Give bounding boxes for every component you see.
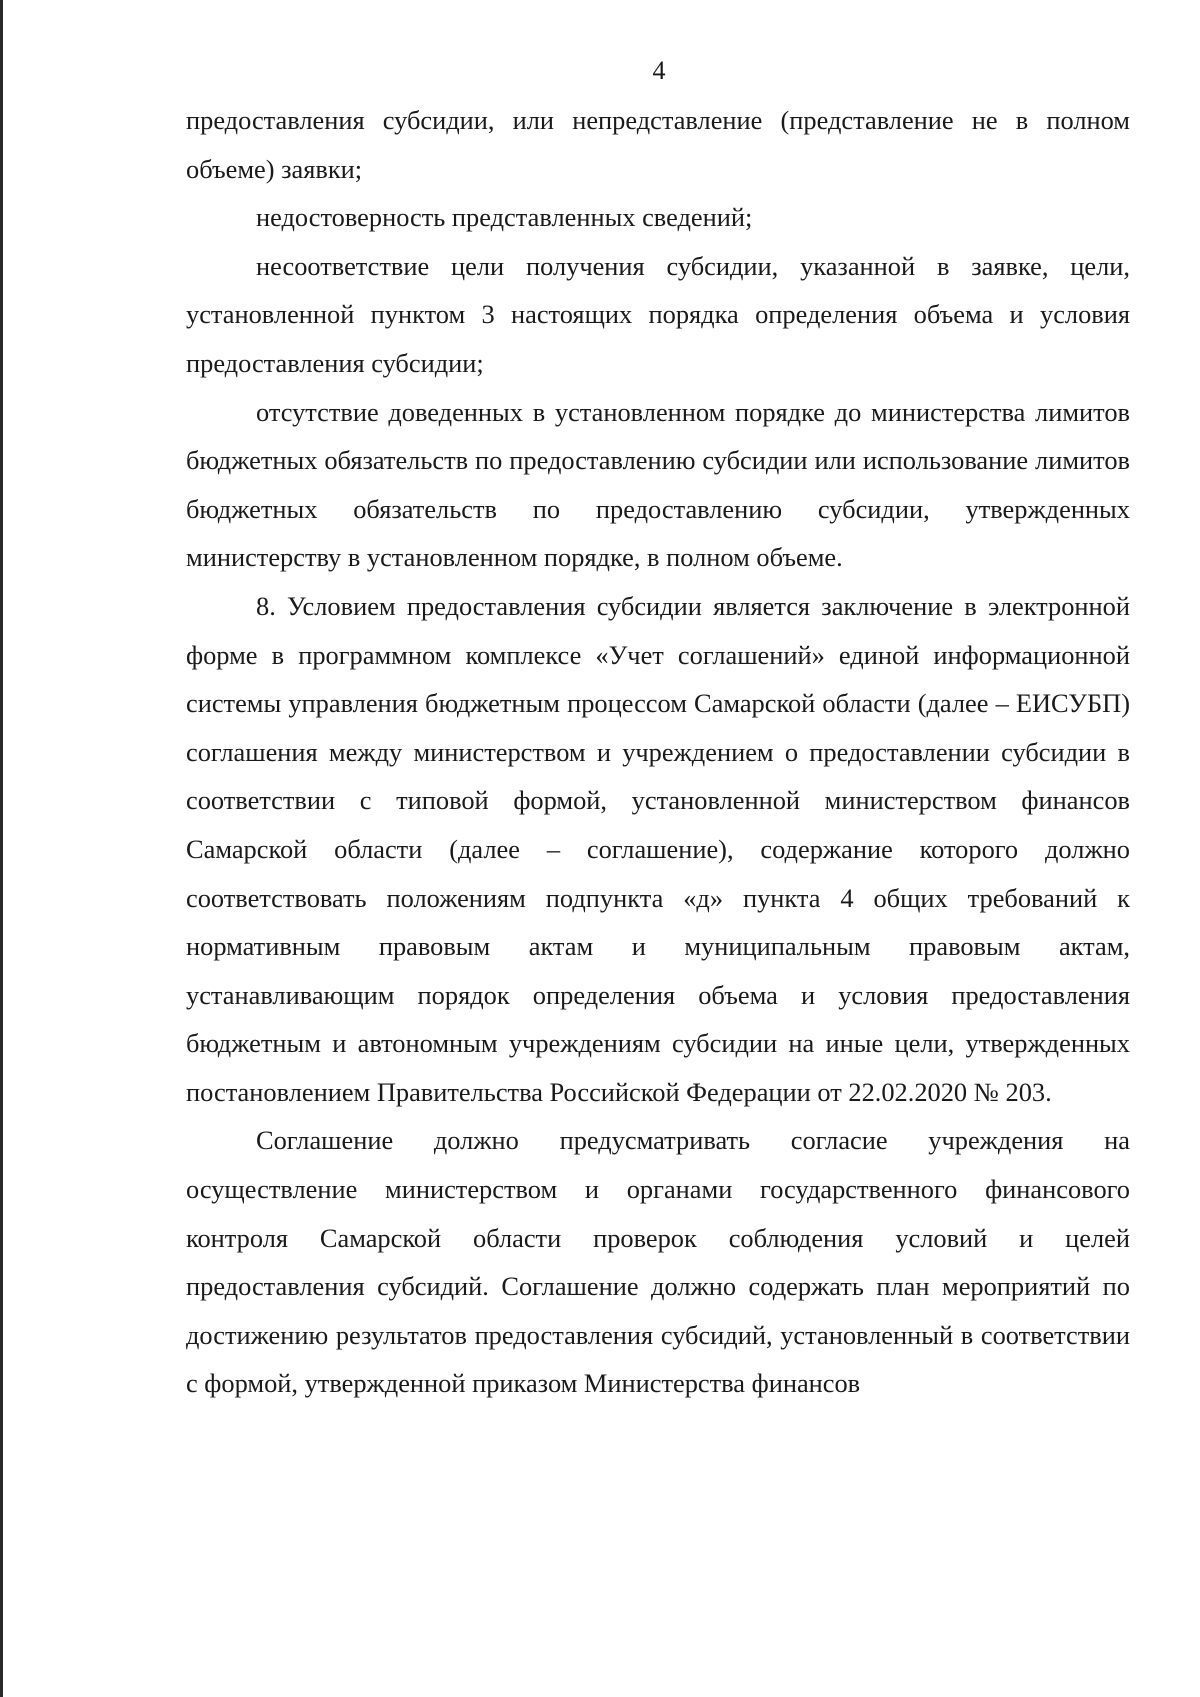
paragraph-unreliable-info: недостоверность представленных сведений; <box>256 202 753 233</box>
paragraph-continuation: предоставления субсидии, или непредставление (представление не в полном объеме) заявки; <box>186 105 1130 184</box>
paragraph-budget-limits: отсутствие доведенных в установленном порядке до министерства лимитов бюджетных обязательств по предоставлению субсидии или использование лимитов бюджетных обязательств по предоставлению субсидии, утвержденных министерству в установленном порядке, в полном объеме. <box>186 396 1130 573</box>
page-number: 4 <box>652 56 666 85</box>
paragraph-clause-8: 8. Условием предоставления субсидии является заключение в электронной форме в программном комплексе «Учет соглашений» единой информационной системы управления бюджетным процессом Самарской области (далее – ЕИСУБП) соглашения между министерством и учреждением о предоставлении субсидии в соответствии с типовой формой, установленной министерством финансов Самарской области (далее – соглашение), содержание которого должно соответствовать положениям подпункта «д» пункта 4 общих требований к нормативным правовым актам и муниципальным правовым актам, устанавливающим порядок определения объема и условия предоставления бюджетным и автономным учреждениям субсидии на иные цели, утвержденных постановлением Правительства Российской Федерации от 22.02.2020 № 203. <box>186 590 1130 1107</box>
paragraph-goal-mismatch: несоответствие цели получения субсидии, указанной в заявке, цели, установленной пунктом 3 настоящих порядка определения объема и условия предоставления субсидии; <box>186 250 1130 378</box>
scan-edge <box>0 0 3 1697</box>
paragraph-agreement: Соглашение должно предусматривать согласие учреждения на осуществление министерством и органами государственного финансового контроля Самарской области проверок соблюдения условий и целей предоставления субсидий. Соглашение должно содержать план мероприятий по достижению результатов предоставления субсидий, установленный в соответствии с формой, утвержденной приказом Министерства финансов <box>186 1125 1130 1399</box>
document-body <box>186 96 1130 1408</box>
